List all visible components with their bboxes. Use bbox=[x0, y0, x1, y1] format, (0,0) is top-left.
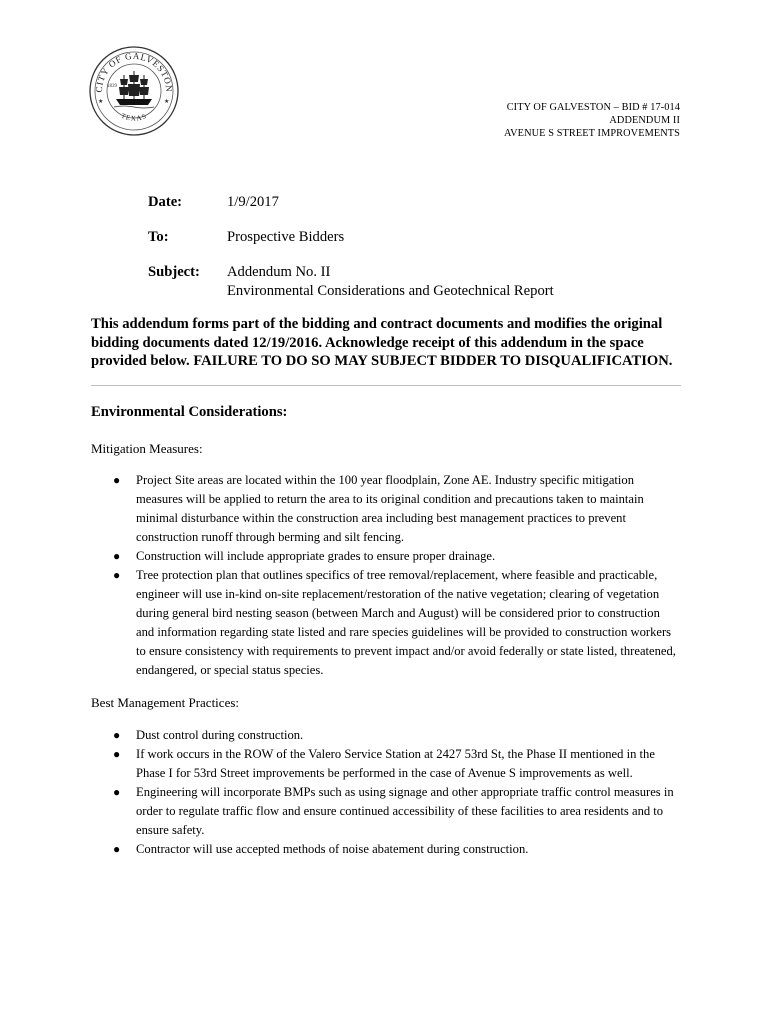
list-item-text: If work occurs in the ROW of the Valero Service Station at 2427 53rd St, the Phase II mentioned in the Phase I for 53rd Street improvements be performed in the case of Avenue S improvements as well. bbox=[136, 747, 655, 780]
bullet-icon: ● bbox=[113, 842, 121, 856]
bullet-icon: ● bbox=[113, 568, 121, 582]
divider bbox=[91, 385, 681, 386]
list-item bbox=[91, 726, 681, 745]
bullet-icon: ● bbox=[113, 549, 121, 563]
seal-ring-text: CITY OF GALVESTON bbox=[93, 50, 175, 93]
date-value: 1/9/2017 bbox=[227, 194, 279, 210]
list-item-text: Engineering will incorporate BMPs such as using signage and other appropriate traffic control measures in order to regulate traffic flow and ensure continued accessibility of these facilities to area residents and to ensure safety. bbox=[136, 785, 674, 837]
svg-text:TEXAS bbox=[120, 112, 148, 123]
bmp-list bbox=[91, 726, 681, 859]
bullet-icon: ● bbox=[113, 728, 121, 742]
list-item bbox=[91, 745, 681, 783]
list-item bbox=[91, 566, 681, 680]
list-item bbox=[91, 840, 681, 859]
list-item bbox=[91, 547, 681, 566]
seal-year: 1839 bbox=[107, 84, 117, 89]
header-city-bid: CITY OF GALVESTON – BID # 17-014 bbox=[506, 102, 680, 113]
bullet-icon: ● bbox=[113, 473, 121, 487]
mitigation-list bbox=[91, 471, 681, 680]
date-label: Date: bbox=[148, 194, 183, 210]
subject-line-1: Addendum No. II bbox=[227, 264, 331, 280]
bid-header bbox=[504, 101, 680, 140]
list-item bbox=[91, 471, 681, 547]
list-item-text: Tree protection plan that outlines specifics of tree removal/replacement, where feasible and practicable, engineer will use in-kind on-site replacement/restoration of the native vegetation; clearing of vegetation during general bird nesting season (between March and August) will be considered prior to construction and information regarding state listed and rare species guidelines will be provided to construction workers to ensure consistency with requirements to prevent impact and/or avoid federally or state listed, threatened, endangered, or special status species. bbox=[136, 568, 676, 677]
list-item-text: Construction will include appropriate grades to ensure proper drainage. bbox=[136, 549, 496, 563]
mitigation-heading: Mitigation Measures: bbox=[91, 441, 203, 456]
subject-label: Subject: bbox=[148, 264, 200, 280]
section-title: Environmental Considerations: bbox=[91, 404, 288, 420]
city-seal-logo bbox=[88, 45, 180, 137]
list-item-text: Dust control during construction. bbox=[136, 728, 304, 742]
header-addendum: ADDENDUM II bbox=[609, 115, 680, 126]
to-label: To: bbox=[148, 229, 169, 245]
subject-line-2: Environmental Considerations and Geotechnical Report bbox=[227, 283, 554, 299]
list-item bbox=[91, 783, 681, 840]
bullet-icon: ● bbox=[113, 785, 121, 799]
bullet-icon: ● bbox=[113, 747, 121, 761]
svg-text:★: ★ bbox=[98, 99, 104, 105]
ship-icon bbox=[114, 71, 154, 108]
header-project: AVENUE S STREET IMPROVEMENTS bbox=[503, 128, 680, 139]
list-item-text: Contractor will use accepted methods of noise abatement during construction. bbox=[136, 842, 529, 856]
addendum-notice: This addendum forms part of the bidding and contract documents and modifies the original bidding documents dated 12/19/2016. Acknowledge receipt of this addendum in the space provided below. FAILURE TO DO SO MAY SUBJECT BIDDER TO DISQUALIFICATION. bbox=[91, 316, 673, 369]
to-value: Prospective Bidders bbox=[227, 229, 345, 245]
svg-text:★: ★ bbox=[164, 99, 170, 105]
list-item-text: Project Site areas are located within the 100 year floodplain, Zone AE. Industry specific mitigation measures will be applied to return the area to its original condition and precautions taken to maintain minimal disturbance within the construction area including best management practices to prevent construction runoff through berming and silt fencing. bbox=[136, 473, 644, 544]
seal-ring-text-bottom: TEXAS bbox=[119, 111, 149, 123]
bmp-heading: Best Management Practices: bbox=[91, 695, 240, 710]
